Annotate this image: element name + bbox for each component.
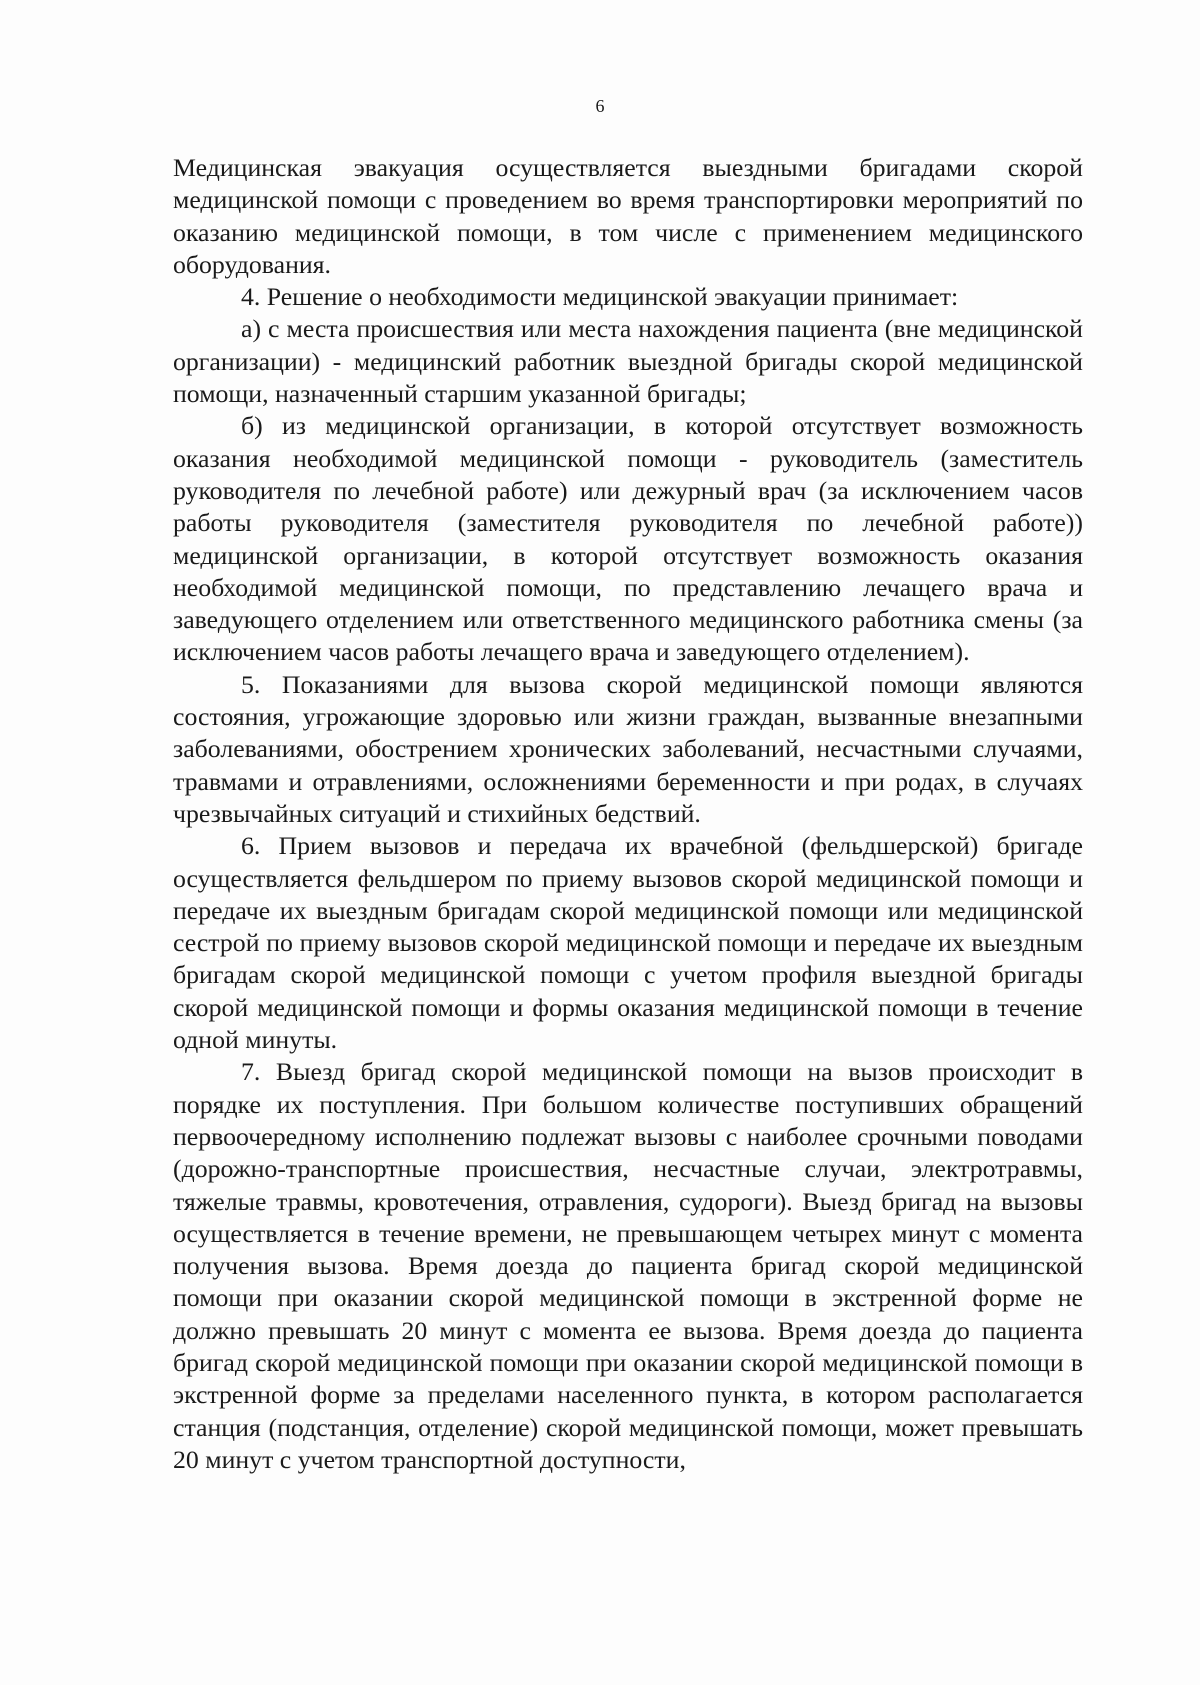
paragraph-item-4a: а) с места происшествия или места нахождения пациента (вне медицинской организации) - медицинский работник выездной бригады скорой медицинской помощи, назначенный старшим указанной бригады;	[173, 314, 1083, 409]
document-body	[173, 152, 1083, 1476]
paragraph-item-5: 5. Показаниями для вызова скорой медицинской помощи являются состояния, угрожающие здоровью или жизни граждан, вызванные внезапными заболеваниями, обострением хронических заболеваний, несчастными случаями, травмами и отравлениями, осложнениями беременности и при родах, в случаях чрезвычайных ситуаций и стихийных бедствий.	[173, 669, 1083, 828]
paragraph-item-4b: б) из медицинской организации, в которой отсутствует возможность оказания необходимой медицинской помощи - руководитель (заместитель руководителя по лечебной работе) или дежурный врач (за исключением часов работы руководителя (заместителя руководителя по лечебной работе)) медицинской организации, в которой отсутствует возможность оказания необходимой медицинской помощи, по представлению лечащего врача и заведующего отделением или ответственного медицинского работника смены (за исключением часов работы лечащего врача и заведующего отделением).	[173, 411, 1083, 667]
paragraph-item-6: 6. Прием вызовов и передача их врачебной (фельдшерской) бригаде осуществляется фельдшером по приему вызовов скорой медицинской помощи и передаче их выездным бригадам скорой медицинской помощи или медицинской сестрой по приему вызовов скорой медицинской помощи и передаче их выездным бригадам скорой медицинской помощи с учетом профиля выездной бригады скорой медицинской помощи и формы оказания медицинской помощи в течение одной минуты.	[173, 831, 1083, 1055]
paragraph-item-4: 4. Решение о необходимости медицинской эвакуации принимает:	[241, 282, 959, 312]
paragraph-item-7: 7. Выезд бригад скорой медицинской помощи на вызов происходит в порядке их поступления. При большом количестве поступивших обращений первоочередному исполнению подлежат вызовы с наиболее срочными поводами (дорожно-транспортные происшествия, несчастные случаи, электротравмы, тяжелые травмы, кровотечения, отравления, судороги). Выезд бригад на вызовы осуществляется в течение времени, не превышающем четырех минут с момента получения вызова. Время доезда до пациента бригад скорой медицинской помощи при оказании скорой медицинской помощи в экстренной форме не должно превышать 20 минут с момента ее вызова. Время доезда до пациента бригад скорой медицинской помощи при оказании скорой медицинской помощи в экстренной форме за пределами населенного пункта, в котором располагается станция (подстанция, отделение) скорой медицинской помощи, может превышать 20 минут с учетом транспортной доступности,	[173, 1057, 1083, 1474]
paragraph-evacuation-continuation: Медицинская эвакуация осуществляется выездными бригадами скорой медицинской помощи с проведением во время транспортировки мероприятий по оказанию медицинской помощи, в том числе с применением медицинского оборудования.	[173, 153, 1083, 279]
page-number: 6	[595, 96, 605, 116]
